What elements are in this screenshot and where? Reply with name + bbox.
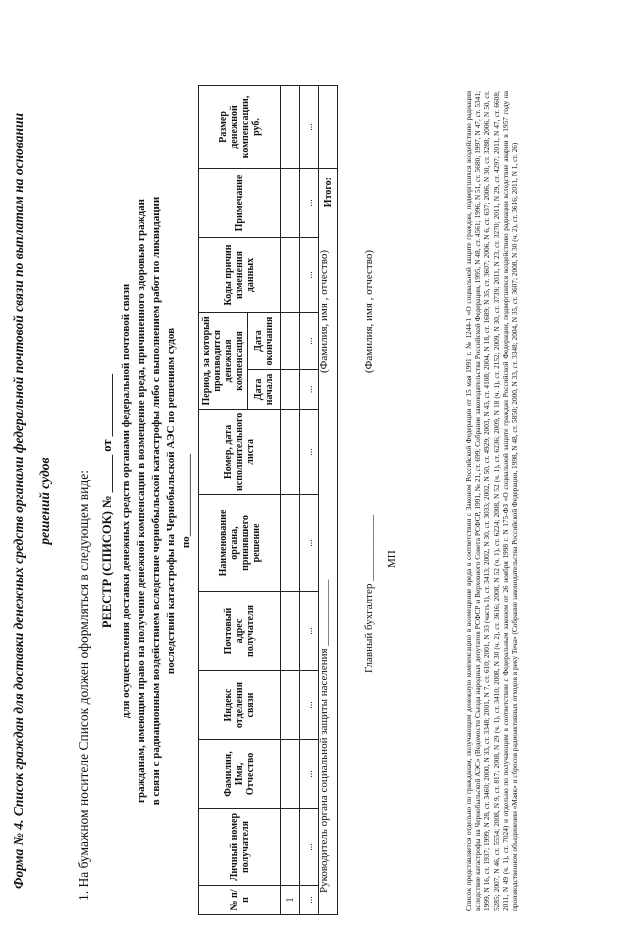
cell-dots: ... <box>300 671 319 740</box>
form-heading-line2: решений судов <box>37 457 52 545</box>
cell-dots: ... <box>300 238 319 313</box>
intro-text: 1. На бумажном носителе Список должен оформляться в следующем виде: <box>76 470 91 901</box>
header-writ: Номер, дата исполнительного листа <box>199 409 281 494</box>
cell <box>281 495 300 592</box>
cell <box>281 409 300 494</box>
cell <box>281 740 300 809</box>
register-line3: в связи с радиационным воздействием вследствие чернобыльской катастрофы либо с выполнением работ по ликвидации <box>150 196 162 806</box>
header-start-date: Дата начала <box>248 370 281 410</box>
cell <box>281 370 300 410</box>
accountant-signature: Главный бухгалтер ____________ <box>363 514 375 673</box>
cell-dots: ... <box>300 313 319 370</box>
register-line4: последствий катастрофы на Чернобыльской АЭС по решениям судов <box>165 327 177 675</box>
stamp-place: МП <box>386 550 398 568</box>
cell <box>281 592 300 671</box>
head-signature-hint: (Фамилия, имя , отчество) <box>318 250 330 373</box>
cell <box>281 169 300 238</box>
header-postal-address: Почтовый адрес получателя <box>199 592 281 671</box>
cell <box>281 671 300 740</box>
accountant-signature-label: Главный бухгалтер <box>363 583 375 673</box>
cell <box>281 238 300 313</box>
header-fio: Фамилия, Имя, Отчество <box>199 740 281 809</box>
cell-dots: ... <box>300 809 319 886</box>
footnote: Список представляется отдельно по гражданам, получающим денежную компенсацию в возмещение вреда в соответствии с Законом Российской Федерации от 15 мая 1991 г. № 1244-1 «О социальной защите граждан, подвергшихся воздействию радиации вследствие катастрофы на Чернобыльской АЭС» (Ведомости Съезда народных депутатов РСФСР и Верховного Совета РСФСР, 1991, № 21, ст. 699; Собрание законодательства Российской Федерации, 1995, N 48, ст. 4561; 1996, N 51, ст. 5680; 1997, N 47, ст. 5341; 1999, N 16, ст. 1937; 1999, N 28, ст. 3460; 2000, N 33, ст. 3348; 2001, N 7, ст. 610; 2001, N 33 (часть I), ст. 3413; 2002, N 30, ст. 3033; 2002, N 50, ст. 4929; 2003, N 43, ст. 4108; 2004, N 18, ст. 1689; N 35, ст. 3607; 2006, N 6, ст. 637; 2006, N 30, ст. 3288; 2006, N 50, ст. 5285; 2007, N 46, ст. 5554; 2008, N 9, ст. 817; 2008, N 29 (ч. 1), ст. 3410; 2008, N 30 (ч. 2), ст. 3616; 2008, N 52 (ч. 1), ст. 6224; 2008, N 52 (ч. 1), ст. 6236; 2009, N 18 (ч. 1), ст. 2152; 2009, N 30, ст. 3739; 2011, N 23, ст. 3270; 2011, N 29, ст. 4297; 2011, N 47, ст. 6608; 2011, N 49 (ч. 1), ст. 7024) и отдельно по получающим в соответствии с Федеральным законом от 26 ноября 1998 г. N 175-ФЗ «О социальной защите граждан Российской Федерации, подвергшихся воздействию радиации вследствие аварии в 1957 году на производственном объединении «Маяк» и сбросов радиоактивных отходов в реку Теча» (Собрание законодательства Российской Федерации, 1998, N 48, ст. 5850; 2000, N 33, ст. 3348; 2004, N 35, ст. 3607; 2008, N 30 (ч. 2), ст. 3616; 2011, N 1, ст. 26) <box>464 91 520 911</box>
register-line2: гражданам, имеющим право на получение денежной компенсации в возмещение вреда, причиненного здоровью граждан <box>135 198 147 804</box>
cell-dots: ... <box>300 86 319 169</box>
header-court: Наименование органа, принявшего решение <box>199 495 281 592</box>
table-row <box>300 86 319 915</box>
register-table <box>198 85 338 915</box>
cell-num: 1 <box>281 886 300 915</box>
header-period: Период, за который производится денежная компенсация <box>199 313 248 410</box>
form-heading <box>6 91 58 911</box>
header-num: № п/п <box>199 886 281 915</box>
cell-dots: ... <box>300 495 319 592</box>
total-value <box>319 86 338 169</box>
header-end-date: Дата окончания <box>248 313 281 370</box>
register-line1: для осуществления доставки денежных средств органами федеральной почтовой связи <box>120 283 132 719</box>
accountant-signature-hint: (Фамилия, имя , отчество) <box>363 250 375 373</box>
cell-dots: ... <box>300 409 319 494</box>
header-postal-index: Индекс отделения связи <box>199 671 281 740</box>
form-heading-line1: Форма № 4. Список граждан для доставки денежных средств органами федеральной почтовой связи по выплатам на основании <box>11 112 26 890</box>
register-line5: по_______________ <box>180 453 192 549</box>
cell <box>281 313 300 370</box>
cell-dots: ... <box>300 592 319 671</box>
head-signature-label: Руководитель органа социальной защиты населения <box>318 648 330 893</box>
table-row <box>281 86 300 915</box>
cell-dots: ... <box>300 740 319 809</box>
cell-num: ... <box>300 886 319 915</box>
cell-dots: ... <box>300 169 319 238</box>
header-note: Примечание <box>199 169 281 238</box>
header-personal-number: Личный номер получателя <box>199 809 281 886</box>
header-change-codes: Коды причин изменения данных <box>199 238 281 313</box>
register-header <box>100 91 194 911</box>
register-title: РЕЕСТР (СПИСОК) № ______ от __________ <box>100 373 114 629</box>
head-signature: Руководитель органа социальной защиты населения ____________ <box>318 579 330 893</box>
total-label: Итого: <box>319 169 338 915</box>
cell-dots: ... <box>300 370 319 410</box>
header-amount: Размер денежной компенсации, руб. <box>199 86 281 169</box>
cell <box>281 809 300 886</box>
cell <box>281 86 300 169</box>
rotated-document-sheet <box>0 68 533 933</box>
